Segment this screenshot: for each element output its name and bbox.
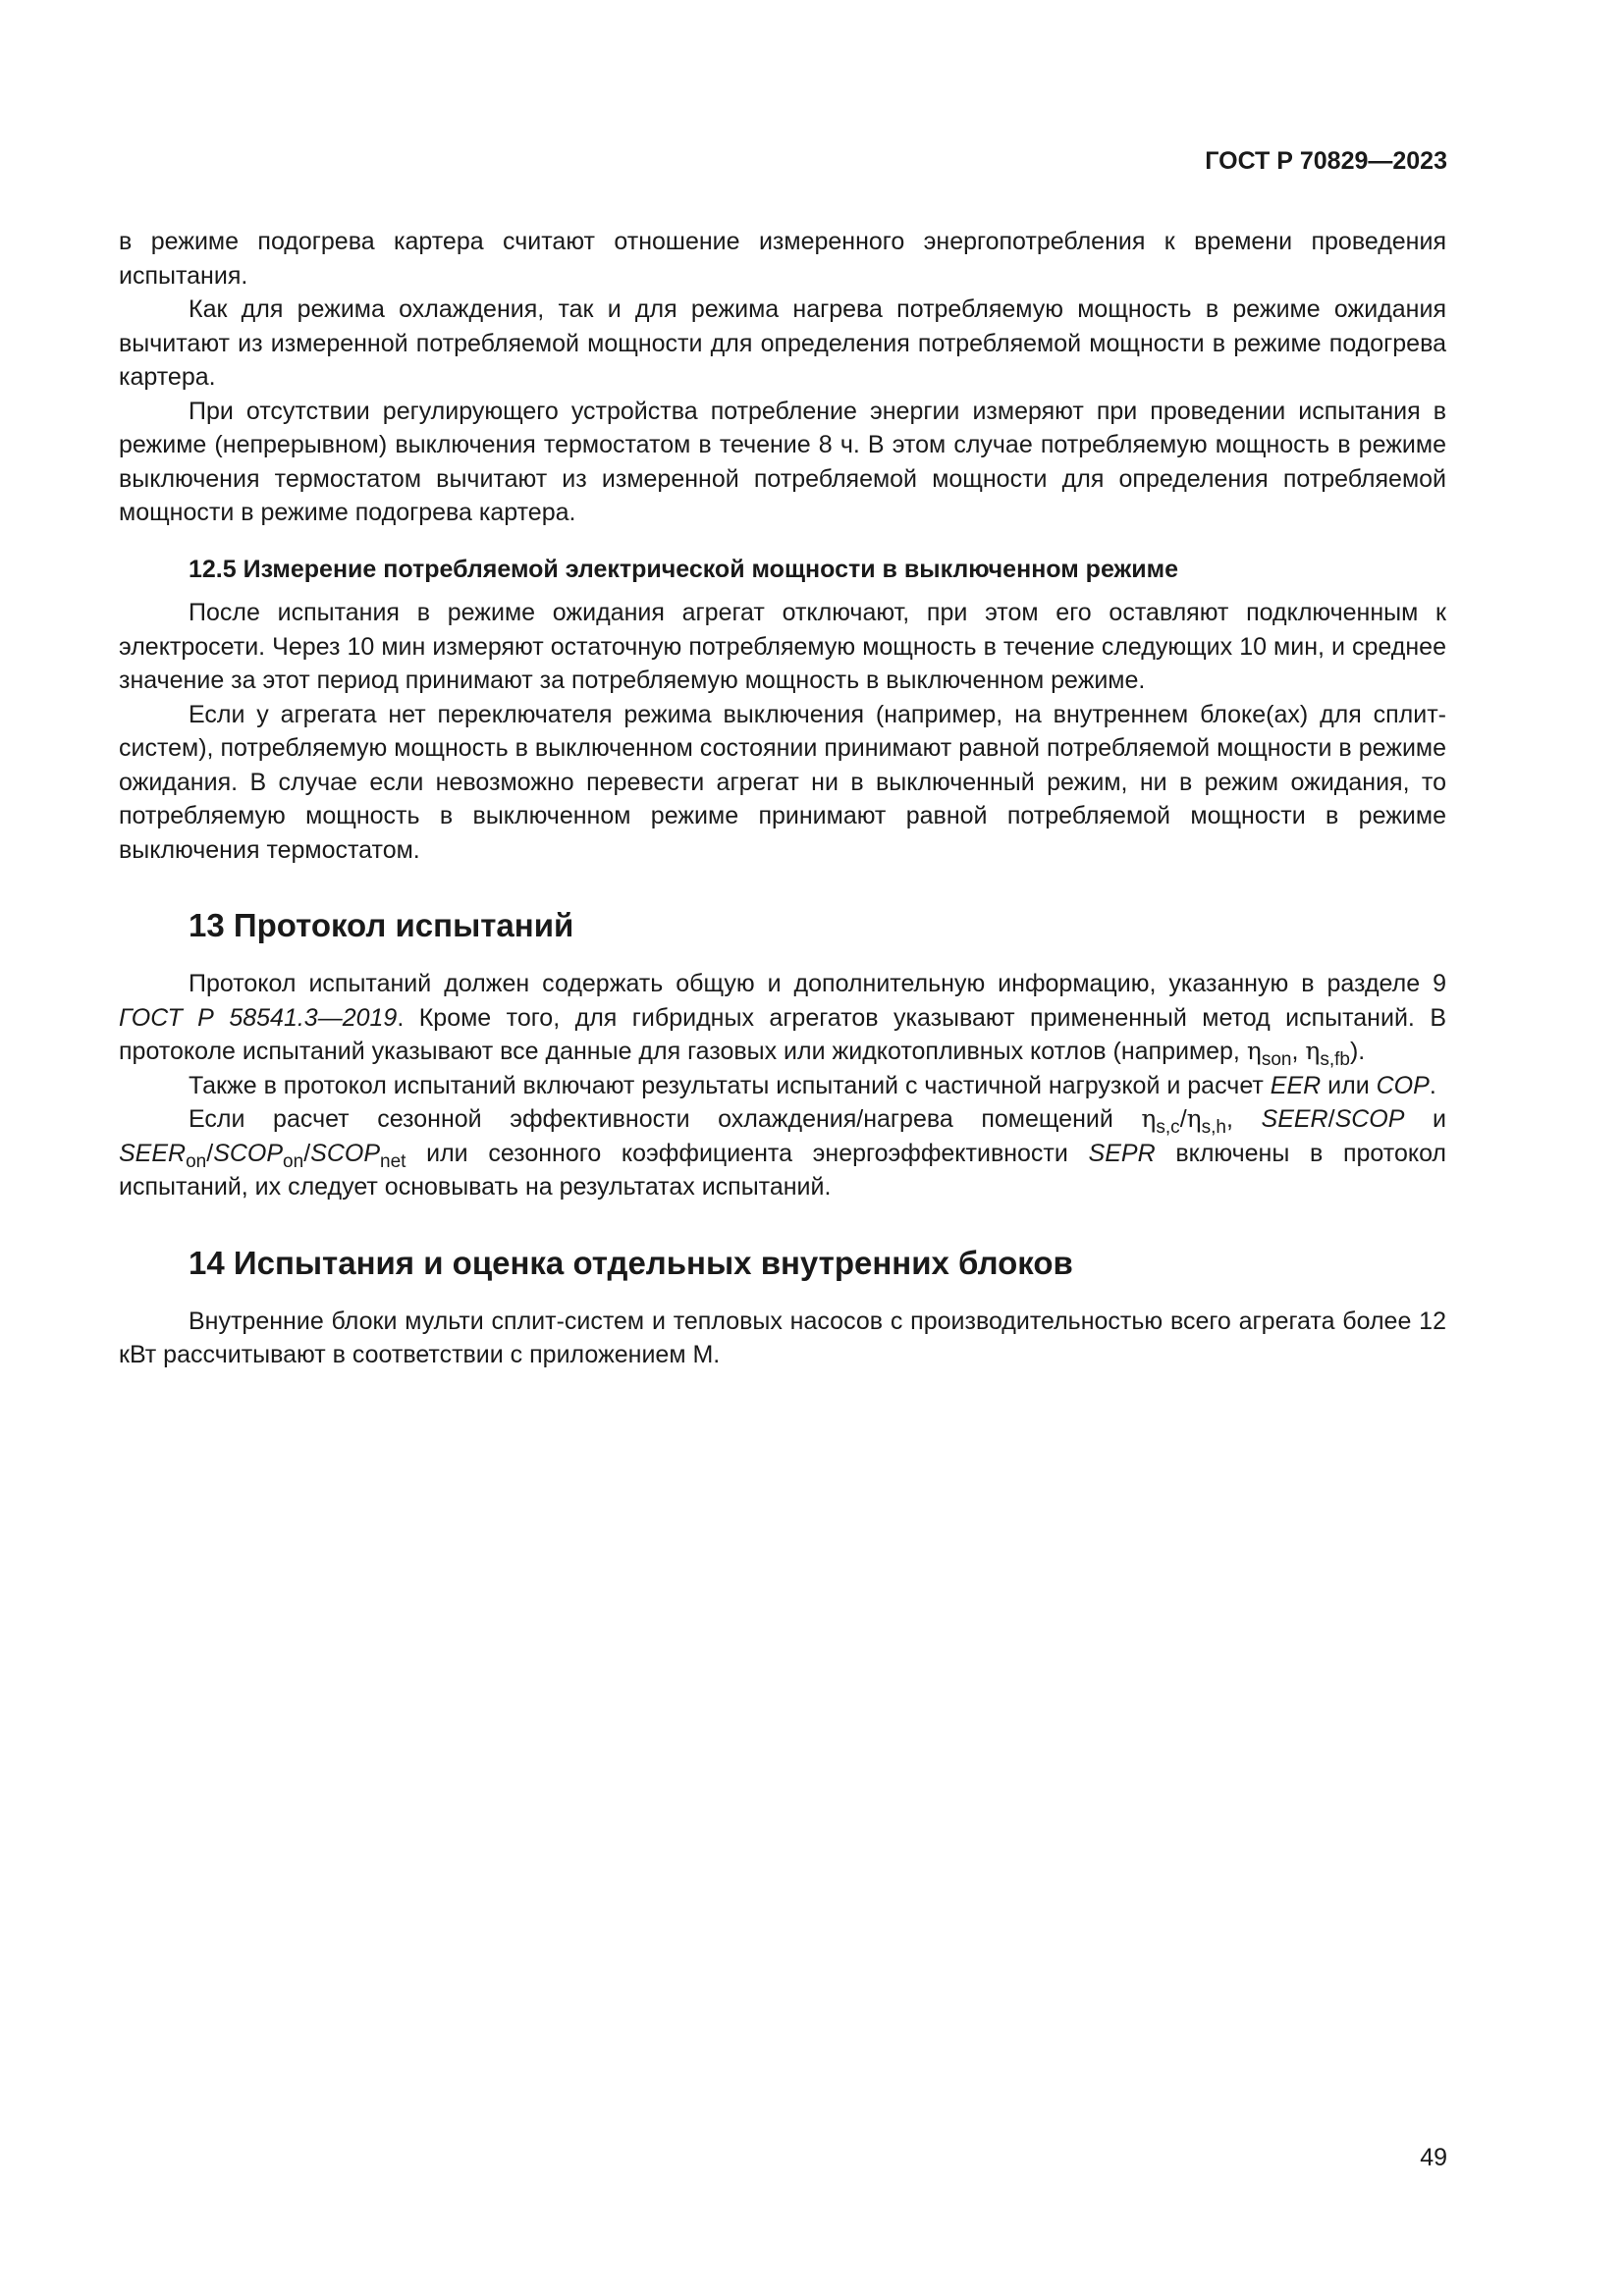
scop-on-term: SCOP — [213, 1139, 284, 1167]
paragraph: При отсутствии регулирующего устройства потребление энергии измеряют при проведении испытания в режиме (непрерывном) выключения термостатом в течение 8 ч. В этом случае потребляемую мощность в режиме выключения термостатом вычитают из измеренной потребляемой мощности для определения потребляемой мощности в режиме подогрева картера. — [119, 397, 1446, 526]
eta-symbol: η — [1186, 1104, 1202, 1133]
page-content — [119, 225, 1446, 1372]
standard-header: ГОСТ Р 70829—2023 — [1205, 147, 1447, 175]
paragraph: Если у агрегата нет переключателя режима выключения (например, на внутреннем блоке(ах) для сплит-систем), потребляемую мощность в выключенном состоянии принимают равной потребляемой мощности в режиме ожидания. В случае если невозможно перевести агрегат ни в выключенный режим, ни в режим ожидания, то потребляемую мощность в выключенном режиме принимают равной потребляемой мощности в режиме выключения термостатом. — [119, 700, 1446, 864]
scop-term: SCOP — [1334, 1105, 1405, 1133]
seer-on-term: SEER — [119, 1139, 187, 1167]
paragraph-partial-load: Также в протокол испытаний включают результаты испытаний с частичной нагрузкой и расчет EER или COP. — [189, 1071, 1436, 1099]
paragraph: Как для режима охлаждения, так и для режима нагрева потребляемую мощность в режиме ожидания вычитают из измеренной потребляемой мощности для определения потребляемой мощности в режиме подогрева картера. — [119, 295, 1446, 391]
cop-term: COP — [1376, 1071, 1430, 1099]
sepr-term: SEPR — [1088, 1139, 1156, 1167]
eta-symbol: η — [1246, 1037, 1262, 1065]
paragraph-continuation: в режиме подогрева картера считают отношение измеренного энергопотребления к времени проведения испытания. — [119, 228, 1446, 290]
seer-term: SEER — [1261, 1105, 1328, 1133]
paragraph: После испытания в режиме ожидания агрегат отключают, при этом его оставляют подключенным к электросети. Через 10 мин измеряют остаточную потребляемую мощность в течение следующих 10 мин, и среднее значение за этот период принимают за потребляемую мощность в выключенном режиме. — [119, 599, 1446, 694]
scop-net-term: SCOP — [310, 1139, 380, 1167]
section-heading-13: 13 Протокол испытаний — [189, 907, 574, 943]
paragraph-seasonal-efficiency: Если расчет сезонной эффективности охлаждения/нагрева помещений $\eta_{s,c}/\eta_{s,h}$, SEER/SCOP и $SEER_{on}/SCOP_{on}/SCOP_{net}$ или сезонного коэффициента энергоэффективности SEPR включены в протокол испытаний, их следует основывать на результатах испытаний. — [119, 1104, 1447, 1201]
paragraph: Внутренние блоки мульти сплит-систем и тепловых насосов с производительностью всего агрегата более 12 кВт рассчитывают в соответствии с приложением М. — [119, 1307, 1446, 1368]
eta-symbol: η — [1305, 1037, 1321, 1065]
page-number: 49 — [1420, 2144, 1447, 2171]
section-heading-14: 14 Испытания и оценка отдельных внутренних блоков — [189, 1244, 1073, 1281]
paragraph-protocol-contents: Протокол испытаний должен содержать общую и дополнительную информацию, указанную в разделе 9 ГОСТ Р 58541.3—2019. Кроме того, для гибридных агрегатов указывают примененный метод испытаний. В протоколе испытаний указывают все данные для газовых или жидкотопливных котлов (например, $\eta_{son}$, $\eta_{s,fb}$). — [119, 970, 1446, 1070]
subsection-heading-12-5: 12.5 Измерение потребляемой электрической мощности в выключенном режиме — [189, 555, 1179, 583]
eer-term: EER — [1270, 1071, 1322, 1099]
eta-symbol: η — [1141, 1104, 1157, 1133]
standard-reference: ГОСТ Р 58541.3—2019 — [119, 1003, 398, 1032]
